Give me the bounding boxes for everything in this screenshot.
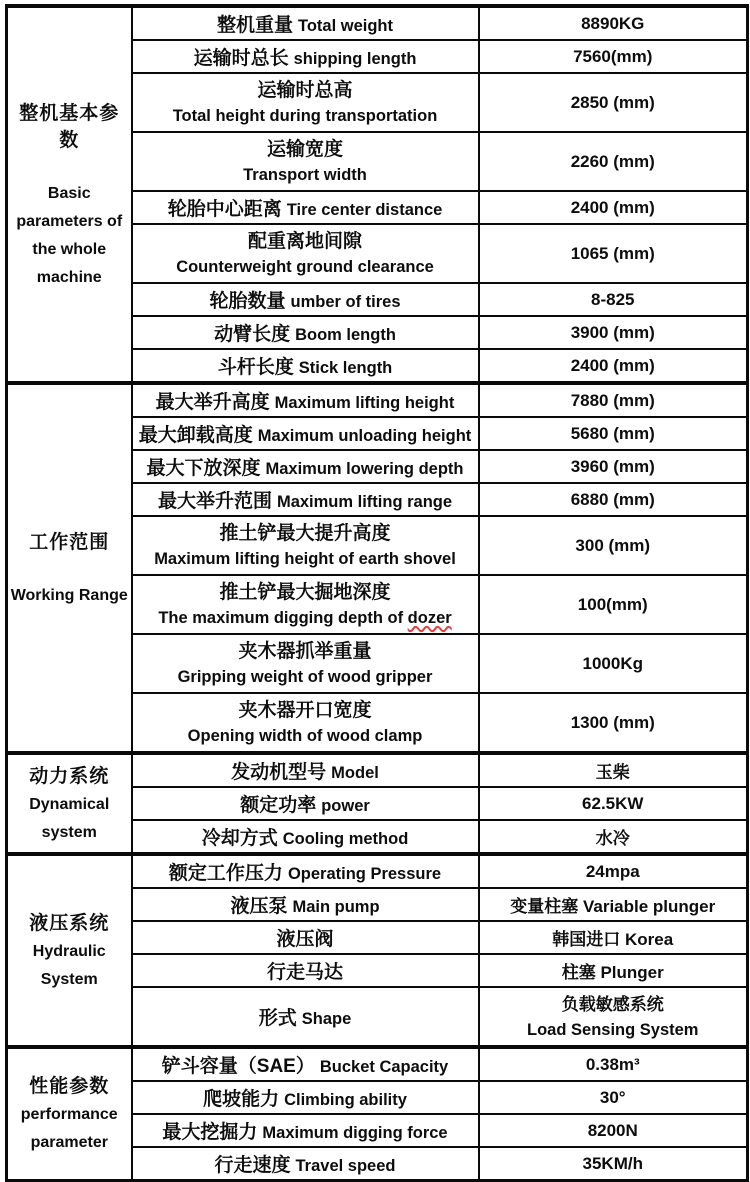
parameter-value-cell: 1000Kg [479, 634, 748, 693]
category-cell [7, 6, 132, 383]
parameter-zh-label: 运输宽度 [266, 138, 343, 160]
category-en-label [10, 1101, 129, 1157]
parameter-en-label: Opening width of wood clamp [187, 726, 423, 745]
misspelled-word: dozer [407, 608, 452, 627]
value-line-2: Load Sensing System [527, 1020, 699, 1039]
parameter-label-cell [132, 417, 479, 450]
parameter-value-cell: 2400 (mm) [479, 349, 748, 383]
parameter-zh-label: 最大举升高度 [155, 392, 270, 413]
category-en-line: System [40, 970, 98, 988]
parameter-value-cell: 300 (mm) [479, 516, 748, 575]
parameter-value-cell: 0.38m³ [479, 1047, 748, 1081]
parameter-en-label: Operating Pressure [287, 865, 442, 883]
parameter-zh-label: 配重离地间隙 [247, 230, 362, 252]
parameter-value-cell [479, 987, 748, 1047]
spec-row [7, 1047, 748, 1081]
parameter-en-label: Gripping weight of wood gripper [177, 667, 433, 686]
parameter-zh-label: 额定功率 [240, 795, 317, 816]
category-zh-label: 动力系统 [29, 765, 110, 787]
parameter-value-cell: 8-825 [479, 283, 748, 316]
parameter-zh-label: 整机重量 [216, 15, 293, 36]
parameter-en-label: Total height during transportation [172, 106, 438, 125]
parameter-value-cell: 水冷 [479, 820, 748, 854]
parameter-value-cell: 3900 (mm) [479, 316, 748, 349]
parameter-en-label: Tire center distance [286, 201, 443, 219]
category-zh-label: 整机基本参数 [19, 102, 120, 151]
parameter-value-cell: 2400 (mm) [479, 191, 748, 224]
category-zh-label: 性能参数 [29, 1076, 110, 1097]
parameter-zh-label: 夹木器抓举重量 [238, 640, 372, 662]
parameter-en-label: Maximum lowering depth [265, 460, 464, 478]
parameter-zh-label: 推土铲最大掘地深度 [219, 581, 391, 603]
parameter-en-label: Maximum lifting range [276, 493, 453, 511]
value-line-1: 负载敏感系统 [561, 994, 664, 1014]
parameter-label-cell [132, 820, 479, 854]
parameter-zh-label: 轮胎中心距离 [167, 199, 282, 220]
category-cell [7, 753, 132, 854]
parameter-zh-label: 行走马达 [266, 962, 343, 983]
parameter-zh-label: 冷却方式 [201, 828, 278, 849]
parameter-value-cell: 玉柴 [479, 753, 748, 787]
category-en-line: system [41, 823, 97, 841]
parameter-zh-label: 发动机型号 [231, 762, 327, 783]
parameter-en-label: shipping length [293, 50, 417, 68]
spec-row [7, 6, 748, 40]
parameter-label-cell [132, 383, 479, 417]
parameter-label-cell [132, 921, 479, 954]
parameter-zh-label: 额定工作压力 [168, 863, 283, 884]
parameter-en-label: Boom length [295, 326, 396, 344]
parameter-en-label: Stick length [298, 359, 393, 377]
parameter-en-label: Counterweight ground clearance [176, 257, 434, 276]
parameter-label-cell [132, 634, 479, 693]
parameter-en-label: Bucket Capacity [319, 1058, 449, 1076]
parameter-value-cell: 2850 (mm) [479, 73, 748, 132]
parameter-zh-label: 运输时总高 [257, 79, 353, 101]
parameter-value-cell: 1065 (mm) [479, 224, 748, 283]
category-en-line: Dynamical [29, 795, 110, 813]
parameter-label-cell [132, 73, 479, 132]
category-en-line: the whole [32, 240, 107, 258]
parameter-label-cell [132, 1081, 479, 1114]
parameter-en-label: Model [331, 764, 379, 782]
parameter-en-label: Maximum lifting height of earth shovel [154, 549, 456, 568]
category-cell [7, 1047, 132, 1181]
parameter-value-cell: 2260 (mm) [479, 132, 748, 191]
parameter-en-label: power [321, 797, 370, 815]
category-en-line: machine [36, 268, 102, 286]
parameter-zh-label: 最大卸载高度 [138, 425, 253, 446]
parameter-label-cell [132, 888, 479, 921]
category-en-line: parameter [30, 1134, 108, 1151]
spec-row [7, 753, 748, 787]
parameter-zh-label: 最大挖掘力 [162, 1122, 258, 1143]
parameter-label-cell [132, 516, 479, 575]
parameter-value-cell: 8200N [479, 1114, 748, 1147]
parameter-zh-label: 最大举升范围 [157, 491, 272, 512]
parameter-label-cell [132, 191, 479, 224]
spec-row [7, 854, 748, 888]
parameter-zh-label: 动臂长度 [214, 324, 291, 345]
category-en-line: Hydraulic [32, 942, 106, 960]
parameter-label-cell [132, 283, 479, 316]
spec-table-body [7, 6, 748, 1181]
parameter-label-cell [132, 132, 479, 191]
parameter-value-cell: 1300 (mm) [479, 693, 748, 753]
parameter-en-label: Main pump [292, 898, 380, 916]
parameter-en-label: Climbing ability [284, 1091, 407, 1109]
parameter-label-cell [132, 224, 479, 283]
parameter-label-cell [132, 450, 479, 483]
parameter-label-cell [132, 349, 479, 383]
parameter-en-label: Total weight [297, 17, 394, 35]
parameter-zh-label: 液压泵 [230, 896, 288, 917]
parameter-label-cell [132, 693, 479, 753]
parameter-value-cell: 8890KG [479, 6, 748, 40]
parameter-label-cell [132, 987, 479, 1047]
parameter-en-label: Transport width [243, 165, 367, 184]
category-en-label [10, 938, 129, 994]
parameter-label-cell [132, 6, 479, 40]
category-en-label [10, 791, 129, 847]
parameter-en-label: Maximum lifting height [274, 394, 455, 412]
parameter-value-cell: 30° [479, 1081, 748, 1114]
category-cell [7, 383, 132, 753]
parameter-value-cell: 24mpa [479, 854, 748, 888]
parameter-label-cell [132, 954, 479, 987]
parameter-label-cell [132, 854, 479, 888]
parameter-en-label: Shape [301, 1010, 352, 1028]
category-en-line: performance [20, 1106, 118, 1123]
spec-row [7, 383, 748, 417]
category-en-label [10, 582, 129, 610]
category-zh-label: 工作范围 [29, 531, 110, 553]
parameter-value-cell: 62.5KW [479, 787, 748, 820]
parameter-value-cell: 5680 (mm) [479, 417, 748, 450]
parameter-label-cell [132, 316, 479, 349]
parameter-label-cell [132, 1147, 479, 1181]
parameter-label-cell [132, 787, 479, 820]
category-zh-label: 液压系统 [29, 912, 110, 934]
parameter-zh-label: 运输时总长 [193, 48, 289, 69]
parameter-label-cell [132, 1114, 479, 1147]
parameter-value-cell: 6880 (mm) [479, 483, 748, 516]
category-en-line: Working Range [10, 586, 128, 604]
parameter-label-cell [132, 1047, 479, 1081]
category-en-line: Basic [47, 184, 91, 202]
parameter-label-cell [132, 575, 479, 634]
parameter-label-cell [132, 40, 479, 73]
parameter-en-label: Cooling method [282, 830, 409, 848]
parameter-zh-label: 形式 [258, 1008, 297, 1029]
parameter-zh-label: 斗杆长度 [217, 357, 294, 378]
parameter-zh-label: 推土铲最大提升高度 [219, 522, 391, 544]
parameter-en-label: Travel speed [295, 1157, 396, 1175]
parameter-zh-label: 爬坡能力 [203, 1089, 280, 1110]
parameter-zh-label: 最大下放深度 [146, 458, 261, 479]
parameter-zh-label: 液压阀 [276, 929, 334, 950]
parameter-zh-label: 夹木器开口宽度 [238, 699, 372, 721]
parameter-value-cell: 100(mm) [479, 575, 748, 634]
parameter-zh-label: 轮胎数量 [209, 291, 286, 312]
parameter-value-cell: 变量柱塞 Variable plunger [479, 888, 748, 921]
parameter-en-label: The maximum digging depth of dozer [158, 608, 452, 627]
parameter-zh-label: 行走速度 [214, 1155, 291, 1176]
parameter-value-cell: 7560(mm) [479, 40, 748, 73]
parameter-en-label: Maximum unloading height [257, 427, 472, 445]
parameter-value-cell: 35KM/h [479, 1147, 748, 1181]
parameter-value-cell: 韩国进口 Korea [479, 921, 748, 954]
category-en-label [10, 180, 129, 292]
category-en-line: parameters of [16, 212, 123, 230]
parameter-value-cell: 3960 (mm) [479, 450, 748, 483]
parameter-label-cell [132, 753, 479, 787]
parameter-en-label: Maximum digging force [262, 1124, 448, 1142]
parameter-label-cell [132, 483, 479, 516]
machine-spec-table [5, 4, 749, 1182]
parameter-zh-label: 铲斗容量（SAE） [161, 1056, 315, 1077]
parameter-value-cell: 柱塞 Plunger [479, 954, 748, 987]
parameter-en-label: umber of tires [290, 293, 401, 311]
parameter-value-cell: 7880 (mm) [479, 383, 748, 417]
category-cell [7, 854, 132, 1047]
